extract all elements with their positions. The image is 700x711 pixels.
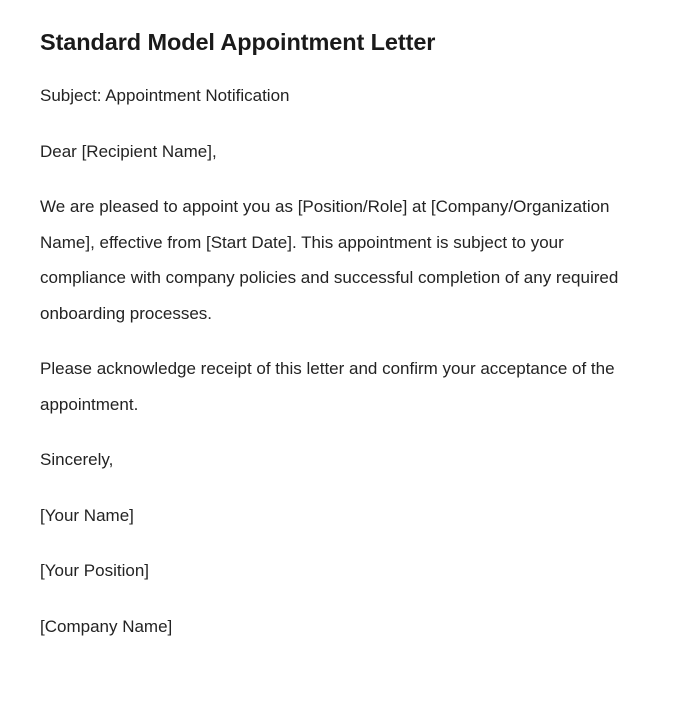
signature-company: [Company Name]: [40, 616, 173, 636]
appointment-body: We are pleased to appoint you as [Position/Role] at [Company/Organization Name], effective from [Start Date]. This appointment is subject to your compliance with company policies and successful completion of any required onboarding processes.: [40, 197, 619, 323]
subject-line: Subject: Appointment Notification: [40, 86, 290, 105]
page-title: Standard Model Appointment Letter: [40, 29, 436, 55]
signature-position: [Your Position]: [40, 561, 149, 580]
salutation: Dear [Recipient Name],: [40, 141, 217, 161]
signature-name: [Your Name]: [40, 505, 134, 525]
acknowledgement-request: Please acknowledge receipt of this letter and confirm your acceptance of the appointment.: [40, 359, 615, 414]
letter-body: [40, 78, 642, 644]
closing: Sincerely,: [40, 450, 114, 469]
